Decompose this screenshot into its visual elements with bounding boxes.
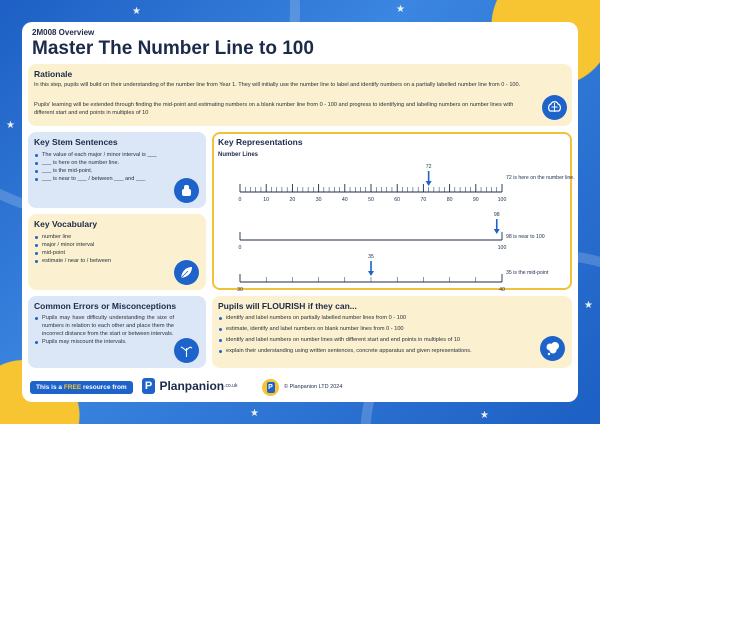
list-item: number line [34,233,174,241]
number-line-30-to-40 [237,254,505,293]
rationale-panel [28,64,572,126]
tick-label: 10 [263,197,270,203]
star-decoration: ★ [250,408,259,419]
errors-list [34,314,174,346]
tick-label: 80 [446,197,453,203]
star-decoration: ★ [132,6,141,17]
number-line-caption: 72 is here on the number line. [506,175,575,181]
logo-p-icon: P [142,378,155,394]
marker-arrow-head [426,181,432,186]
thought-bubble-icon [540,336,565,361]
free-word: FREE [63,384,82,391]
list-item: Pupils may have difficulty understanding the size of numbers in relation to each other and place them the incorrect distance from the start or between intervals. [34,314,174,338]
tick-label: 30 [237,287,243,293]
number-line-caption: 35 is the mid-point [506,270,549,276]
errors-heading: Common Errors or Misconceptions [34,301,177,311]
tick-label: 0 [238,245,242,251]
brand-suffix: .co.uk [224,382,238,389]
stem-sentences-panel [28,132,206,208]
list-item: Pupils may miscount the intervals. [34,338,174,346]
tick-label: 50 [368,197,374,203]
free-text: This is a [36,384,64,391]
marker-arrow-head [368,271,374,276]
tick-label: 100 [497,197,507,203]
flourish-list [218,314,528,355]
star-decoration: ★ [396,4,405,15]
list-item: estimate / near to / between [34,257,174,265]
list-item: identify and label numbers on number lines with different start and end points in multiples of 10 [218,336,528,344]
tick-label: 70 [420,197,427,203]
number-line-blank [239,212,507,251]
stem-sentences-list [34,151,174,183]
tick-label: 40 [341,197,348,203]
list-item: ___ is here on the number line. [34,159,174,167]
flourish-panel [212,296,572,368]
tick-label: 100 [497,245,507,251]
free-resource-badge[interactable] [30,381,133,394]
star-decoration: ★ [480,410,489,421]
star-decoration: ★ [584,300,593,311]
footer [22,374,578,402]
list-item: major / minor interval [34,241,174,249]
tick-label: 0 [238,197,242,203]
tree-icon [174,338,199,363]
footer-logo-icon: P [262,379,279,396]
number-lines-subheading: Number Lines [218,152,259,158]
list-item: explain their understanding using written sentences, concrete apparatus and given representations. [218,347,528,355]
star-decoration: ★ [6,120,15,131]
rationale-paragraph: Pupils' learning will be extended through finding the mid-point and estimating numbers on a blank number line from 0 - 100 and progress to identifying and labelling numbers on number lines with different start and end points in multiples of 10 [34,102,514,117]
brain-icon [542,95,567,120]
tick-label: 40 [499,287,505,293]
vocabulary-heading: Key Vocabulary [34,219,98,229]
list-item: ___ is near to ___ / between ___ and ___ [34,175,174,183]
leaf-icon [174,260,199,285]
brand-name: Planpanion [159,378,225,393]
number-line-partially-labelled [239,164,507,203]
overview-card [22,22,578,402]
flourish-heading: Pupils will FLOURISH if they can... [218,301,357,311]
resource-code: 2M008 Overview [32,28,95,37]
list-item: estimate, identify and label numbers on blank number lines from 0 - 100 [218,325,528,333]
representations-heading: Key Representations [218,137,303,147]
marker-label: 98 [493,212,500,218]
number-line-caption: 98 is near to 100 [506,234,545,240]
free-text: resource from [81,384,127,391]
copyright-text: © Planpanion LTD 2024 [284,384,343,390]
errors-panel [28,296,206,368]
number-lines-diagram [214,134,575,293]
tick-label: 90 [472,197,479,203]
vocabulary-list [34,233,174,265]
marker-label: 35 [368,254,374,260]
marker-arrow-head [494,229,500,234]
list-item: The value of each major / minor interval is ___ [34,151,174,159]
tick-label: 20 [289,197,296,203]
marker-label: 72 [425,164,432,170]
representations-panel [212,132,575,293]
list-item: mid-point [34,249,174,257]
stem-sentences-heading: Key Stem Sentences [34,137,118,147]
tick-label: 30 [315,197,322,203]
vocabulary-panel [28,214,206,290]
list-item: ___ is the mid-point. [34,167,174,175]
planpanion-logo[interactable] [142,377,237,397]
page-title: Master The Number Line to 100 [32,38,314,59]
tick-label: 60 [394,197,401,203]
rationale-heading: Rationale [34,69,73,79]
hand-icon [174,178,199,203]
rationale-paragraph: In this step, pupils will build on their understanding of the number line from Year 1. They will initially use the number line to label and identify numbers on a partially labelled number line from 0 - 100. [34,82,521,88]
list-item: identify and label numbers on partially labelled number lines from 0 - 100 [218,314,528,322]
